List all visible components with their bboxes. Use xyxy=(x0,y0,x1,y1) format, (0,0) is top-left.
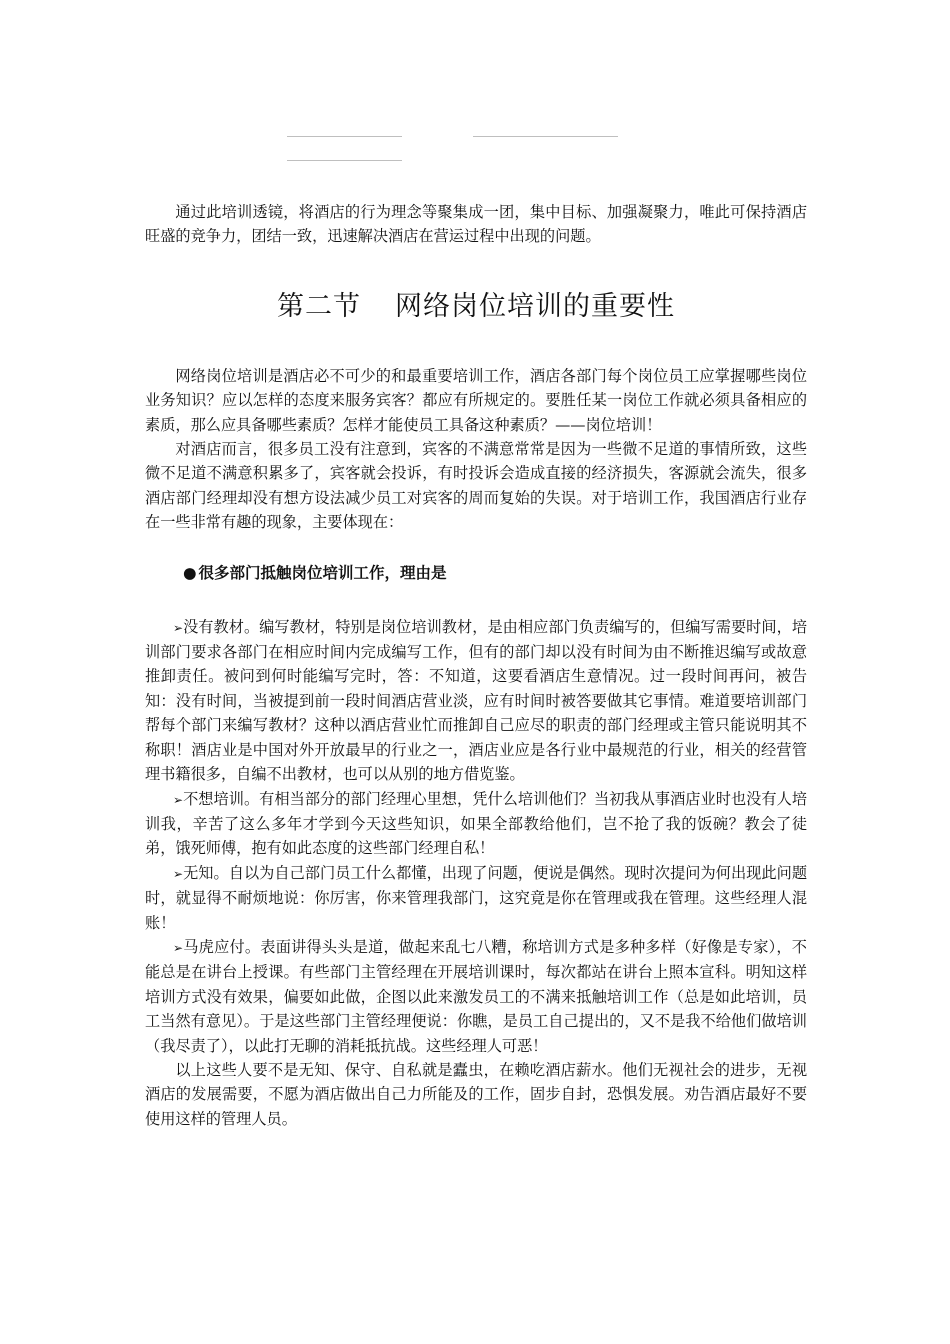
issue-text: 无知。自以为自己部门员工什么都懂，出现了问题，便说是偶然。现时次提问为何出现此问题时，就显得不耐烦地说：你厉害，你来管理我部门，这究竟是你在管理或我在管理。这些经理人混账！ xyxy=(145,863,807,932)
arrow-bullet-icon: ➢ xyxy=(173,620,184,635)
subheading-text: 很多部门抵触岗位培训工作，理由是 xyxy=(198,563,447,582)
arrow-bullet-icon: ➢ xyxy=(173,866,184,881)
intro-paragraph: 通过此培训透镜，将酒店的行为理念等聚集成一团，集中目标、加强凝聚力，唯此可保持酒店旺盛的竞争力，团结一致，迅速解决酒店在营运过程中出现的问题。 xyxy=(145,203,807,246)
header-rule-lower xyxy=(287,160,402,161)
section-title-text: 网络岗位培训的重要性 xyxy=(395,290,675,322)
section-number: 第二节 xyxy=(277,290,361,322)
section-title xyxy=(145,287,807,327)
paragraph: 网络岗位培训是酒店必不可少的和最重要培训工作，酒店各部门每个岗位员工应掌握哪些岗位业务知识？应以怎样的态度来服务宾客？都应有所规定的。要胜任某一岗位工作就必须具备相应的素质，那么应具备哪些素质？怎样才能使员工具备这种素质？——岗位培训！ xyxy=(145,366,807,434)
issue-text: 马虎应付。表面讲得头头是道，做起来乱七八糟，称培训方式是多种多样（好像是专家），不能总是在讲台上授课。有些部门主管经理在开展培训课时，每次都站在讲台上照本宣科。明知这样培训方式没有效果，偏要如此做，企图以此来激发员工的不满来抵触培训工作（总是如此培训，员工当然有意见）。于是这些部门主管经理便说：你瞧，是员工自己提出的，又不是我不给他们做培训（我尽责了），以此打无聊的消耗抵抗战。这些经理人可恶！ xyxy=(145,937,807,1055)
arrow-bullet-icon: ➢ xyxy=(173,792,184,807)
subheading xyxy=(183,561,807,585)
conclusion-paragraph: 以上这些人要不是无知、保守、自私就是蠹虫，在赖吃酒店薪水。他们无视社会的进步，无视酒店的发展需要，不愿为酒店做出自己力所能及的工作，固步自封，恐惧发展。劝告酒店最好不要使用这样的管理人员。 xyxy=(145,1060,807,1128)
bullet-icon: ● xyxy=(183,563,197,582)
document-body xyxy=(145,200,807,1131)
header-rule-right xyxy=(473,136,618,137)
issue-text: 不想培训。有相当部分的部门经理心里想，凭什么培训他们？当初我从事酒店业时也没有人培训我，辛苦了这么多年才学到今天这些知识，如果全部教给他们，岂不抢了我的饭碗？教会了徒弟，饿死师傅，抱有如此态度的这些部门经理自私！ xyxy=(145,789,807,858)
issue-item xyxy=(145,861,807,935)
issue-item xyxy=(145,615,807,787)
issue-item xyxy=(145,935,807,1058)
issue-text: 没有教材。编写教材，特别是岗位培训教材，是由相应部门负责编写的，但编写需要时间，培训部门要求各部门在相应时间内完成编写工作，但有的部门却以没有时间为由不断推迟编写或故意推卸责任。被问到何时能编写完时，答：不知道，这要看酒店生意情况。过一段时间再问，被告知：没有时间，当被提到前一段时间酒店营业淡，应有时间时被答要做其它事情。难道要培训部门帮每个部门来编写教材？这种以酒店营业忙而推卸自己应尽的职责的部门经理或主管只能说明其不称职！酒店业是中国对外开放最早的行业之一，酒店业应是各行业中最规范的行业，相关的经营管理书籍很多，自编不出教材，也可以从别的地方借览鉴。 xyxy=(145,617,807,784)
arrow-bullet-icon: ➢ xyxy=(173,940,184,955)
paragraph: 对酒店而言，很多员工没有注意到，宾客的不满意常常是因为一些微不足道的事情所致，这些微不足道不满意积累多了，宾客就会投诉，有时投诉会造成直接的经济损失，客源就会流失，很多酒店部门经理却没有想方设法减少员工对宾客的周而复始的失误。对于培训工作，我国酒店行业存在一些非常有趣的现象，主要体现在： xyxy=(145,440,807,532)
header-rule-left xyxy=(287,136,402,137)
issue-item xyxy=(145,787,807,861)
